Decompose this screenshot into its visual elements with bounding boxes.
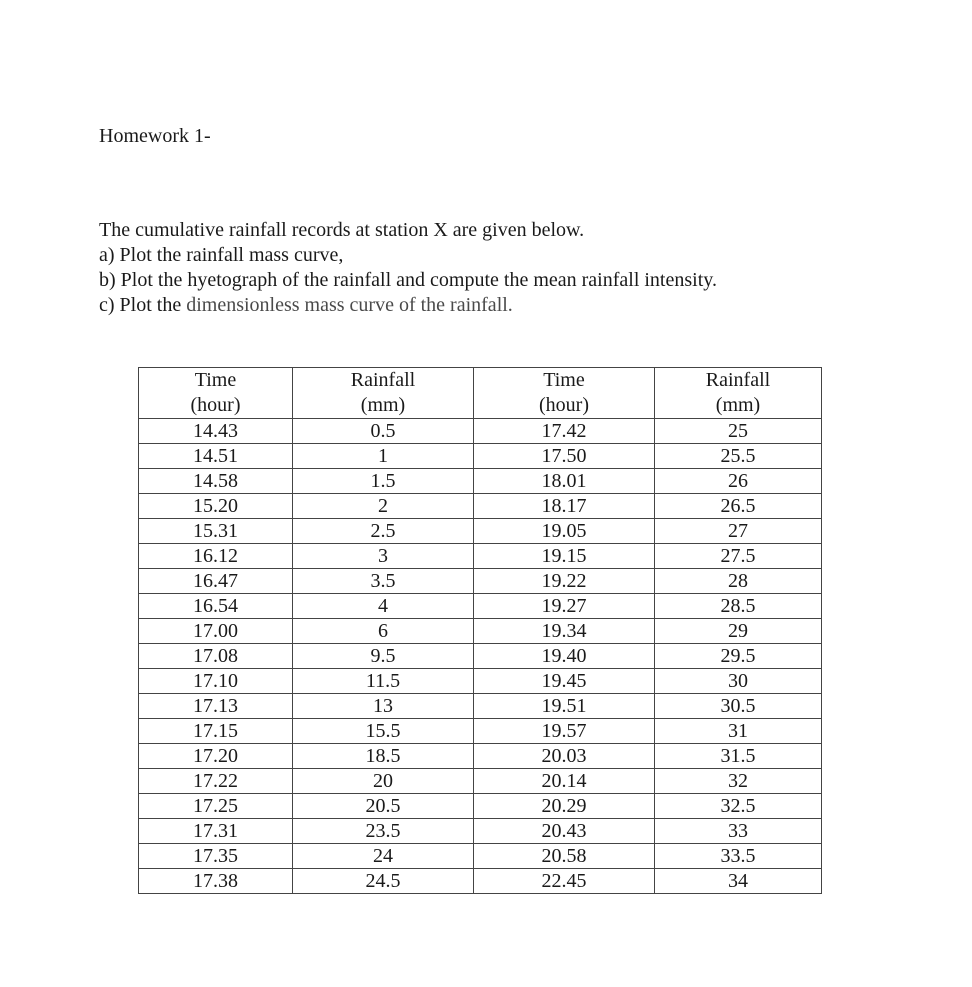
rainfall-cell: 23.5 bbox=[293, 819, 474, 844]
rainfall-cell: 33 bbox=[655, 819, 822, 844]
rainfall-cell: 3.5 bbox=[293, 569, 474, 594]
task-c bbox=[99, 293, 717, 318]
rainfall-cell: 15.5 bbox=[293, 719, 474, 744]
rainfall-cell: 27 bbox=[655, 519, 822, 544]
table-row bbox=[139, 519, 822, 544]
rainfall-cell: 32.5 bbox=[655, 794, 822, 819]
table-row bbox=[139, 669, 822, 694]
time-cell: 17.15 bbox=[139, 719, 293, 744]
rainfall-cell: 6 bbox=[293, 619, 474, 644]
table-row bbox=[139, 694, 822, 719]
time-cell: 19.57 bbox=[474, 719, 655, 744]
time-cell: 17.20 bbox=[139, 744, 293, 769]
header-label: Time bbox=[543, 369, 585, 391]
time-cell: 19.51 bbox=[474, 694, 655, 719]
time-cell: 19.22 bbox=[474, 569, 655, 594]
time-cell: 20.58 bbox=[474, 844, 655, 869]
time-cell: 17.50 bbox=[474, 444, 655, 469]
header-label: Rainfall bbox=[350, 369, 416, 391]
header-unit: (mm) bbox=[360, 394, 406, 416]
time-cell: 19.40 bbox=[474, 644, 655, 669]
time-cell: 17.13 bbox=[139, 694, 293, 719]
rainfall-cell: 26.5 bbox=[655, 494, 822, 519]
time-cell: 22.45 bbox=[474, 869, 655, 894]
header-rainfall-1 bbox=[293, 368, 474, 419]
time-cell: 19.45 bbox=[474, 669, 655, 694]
header-unit: (hour) bbox=[190, 394, 241, 416]
time-cell: 17.42 bbox=[474, 419, 655, 444]
table-row bbox=[139, 794, 822, 819]
rainfall-cell: 20.5 bbox=[293, 794, 474, 819]
table-row bbox=[139, 469, 822, 494]
problem-statement bbox=[99, 218, 717, 318]
time-cell: 16.54 bbox=[139, 594, 293, 619]
task-a: a) Plot the rainfall mass curve, bbox=[99, 244, 344, 266]
rainfall-cell: 28 bbox=[655, 569, 822, 594]
table-row bbox=[139, 769, 822, 794]
time-cell: 18.17 bbox=[474, 494, 655, 519]
task-c-end: dimensionless mass curve of the rainfall. bbox=[186, 294, 513, 316]
rainfall-cell: 34 bbox=[655, 869, 822, 894]
table-row bbox=[139, 644, 822, 669]
time-cell: 16.47 bbox=[139, 569, 293, 594]
table-row bbox=[139, 719, 822, 744]
rainfall-cell: 31.5 bbox=[655, 744, 822, 769]
task-c-start: c) Plot the bbox=[99, 294, 187, 316]
header-rainfall-2 bbox=[655, 368, 822, 419]
rainfall-cell: 24 bbox=[293, 844, 474, 869]
table-row bbox=[139, 844, 822, 869]
time-cell: 17.22 bbox=[139, 769, 293, 794]
header-label: Time bbox=[194, 369, 237, 391]
time-cell: 17.10 bbox=[139, 669, 293, 694]
header-unit: (hour) bbox=[539, 394, 589, 416]
time-cell: 14.51 bbox=[139, 444, 293, 469]
table-row bbox=[139, 819, 822, 844]
time-cell: 15.31 bbox=[139, 519, 293, 544]
table-row bbox=[139, 619, 822, 644]
time-cell: 17.00 bbox=[139, 619, 293, 644]
time-cell: 14.43 bbox=[139, 419, 293, 444]
table-row bbox=[139, 494, 822, 519]
header-label: Rainfall bbox=[705, 369, 771, 391]
time-cell: 16.12 bbox=[139, 544, 293, 569]
rainfall-cell: 29 bbox=[655, 619, 822, 644]
rainfall-cell: 25 bbox=[655, 419, 822, 444]
time-cell: 19.27 bbox=[474, 594, 655, 619]
rainfall-cell: 27.5 bbox=[655, 544, 822, 569]
time-cell: 20.14 bbox=[474, 769, 655, 794]
page-title: Homework 1- bbox=[99, 125, 211, 147]
table-row bbox=[139, 569, 822, 594]
time-cell: 20.29 bbox=[474, 794, 655, 819]
time-cell: 20.43 bbox=[474, 819, 655, 844]
rainfall-cell: 4 bbox=[293, 594, 474, 619]
rainfall-cell: 30.5 bbox=[655, 694, 822, 719]
table-row bbox=[139, 744, 822, 769]
time-cell: 17.38 bbox=[139, 869, 293, 894]
table-body bbox=[139, 419, 822, 894]
time-cell: 18.01 bbox=[474, 469, 655, 494]
time-cell: 19.05 bbox=[474, 519, 655, 544]
time-cell: 15.20 bbox=[139, 494, 293, 519]
rainfall-cell: 13 bbox=[293, 694, 474, 719]
header-time-1 bbox=[139, 368, 293, 419]
table-row bbox=[139, 419, 822, 444]
rainfall-cell: 2 bbox=[293, 494, 474, 519]
time-cell: 19.15 bbox=[474, 544, 655, 569]
rainfall-cell: 30 bbox=[655, 669, 822, 694]
rainfall-cell: 33.5 bbox=[655, 844, 822, 869]
rainfall-cell: 24.5 bbox=[293, 869, 474, 894]
rainfall-cell: 2.5 bbox=[293, 519, 474, 544]
rainfall-cell: 28.5 bbox=[655, 594, 822, 619]
rainfall-cell: 25.5 bbox=[655, 444, 822, 469]
table-row bbox=[139, 594, 822, 619]
time-cell: 17.08 bbox=[139, 644, 293, 669]
time-cell: 20.03 bbox=[474, 744, 655, 769]
rainfall-cell: 0.5 bbox=[293, 419, 474, 444]
statement-line: The cumulative rainfall records at station X are given below. bbox=[99, 219, 585, 241]
table-row bbox=[139, 444, 822, 469]
rainfall-cell: 29.5 bbox=[655, 644, 822, 669]
rainfall-cell: 26 bbox=[655, 469, 822, 494]
time-cell: 17.35 bbox=[139, 844, 293, 869]
rainfall-cell: 20 bbox=[293, 769, 474, 794]
task-b: b) Plot the hyetograph of the rainfall and compute the mean rainfall intensity. bbox=[99, 269, 717, 291]
time-cell: 19.34 bbox=[474, 619, 655, 644]
time-cell: 17.25 bbox=[139, 794, 293, 819]
header-time-2 bbox=[474, 368, 655, 419]
rainfall-cell: 31 bbox=[655, 719, 822, 744]
time-cell: 17.31 bbox=[139, 819, 293, 844]
rainfall-cell: 3 bbox=[293, 544, 474, 569]
table-row bbox=[139, 869, 822, 894]
rainfall-cell: 1 bbox=[293, 444, 474, 469]
header-unit: (mm) bbox=[715, 394, 761, 416]
rainfall-cell: 1.5 bbox=[293, 469, 474, 494]
time-cell: 14.58 bbox=[139, 469, 293, 494]
table-row bbox=[139, 544, 822, 569]
table-header-row bbox=[139, 368, 822, 419]
rainfall-cell: 32 bbox=[655, 769, 822, 794]
rainfall-cell: 11.5 bbox=[293, 669, 474, 694]
rainfall-cell: 9.5 bbox=[293, 644, 474, 669]
rainfall-table bbox=[138, 367, 822, 894]
rainfall-cell: 18.5 bbox=[293, 744, 474, 769]
